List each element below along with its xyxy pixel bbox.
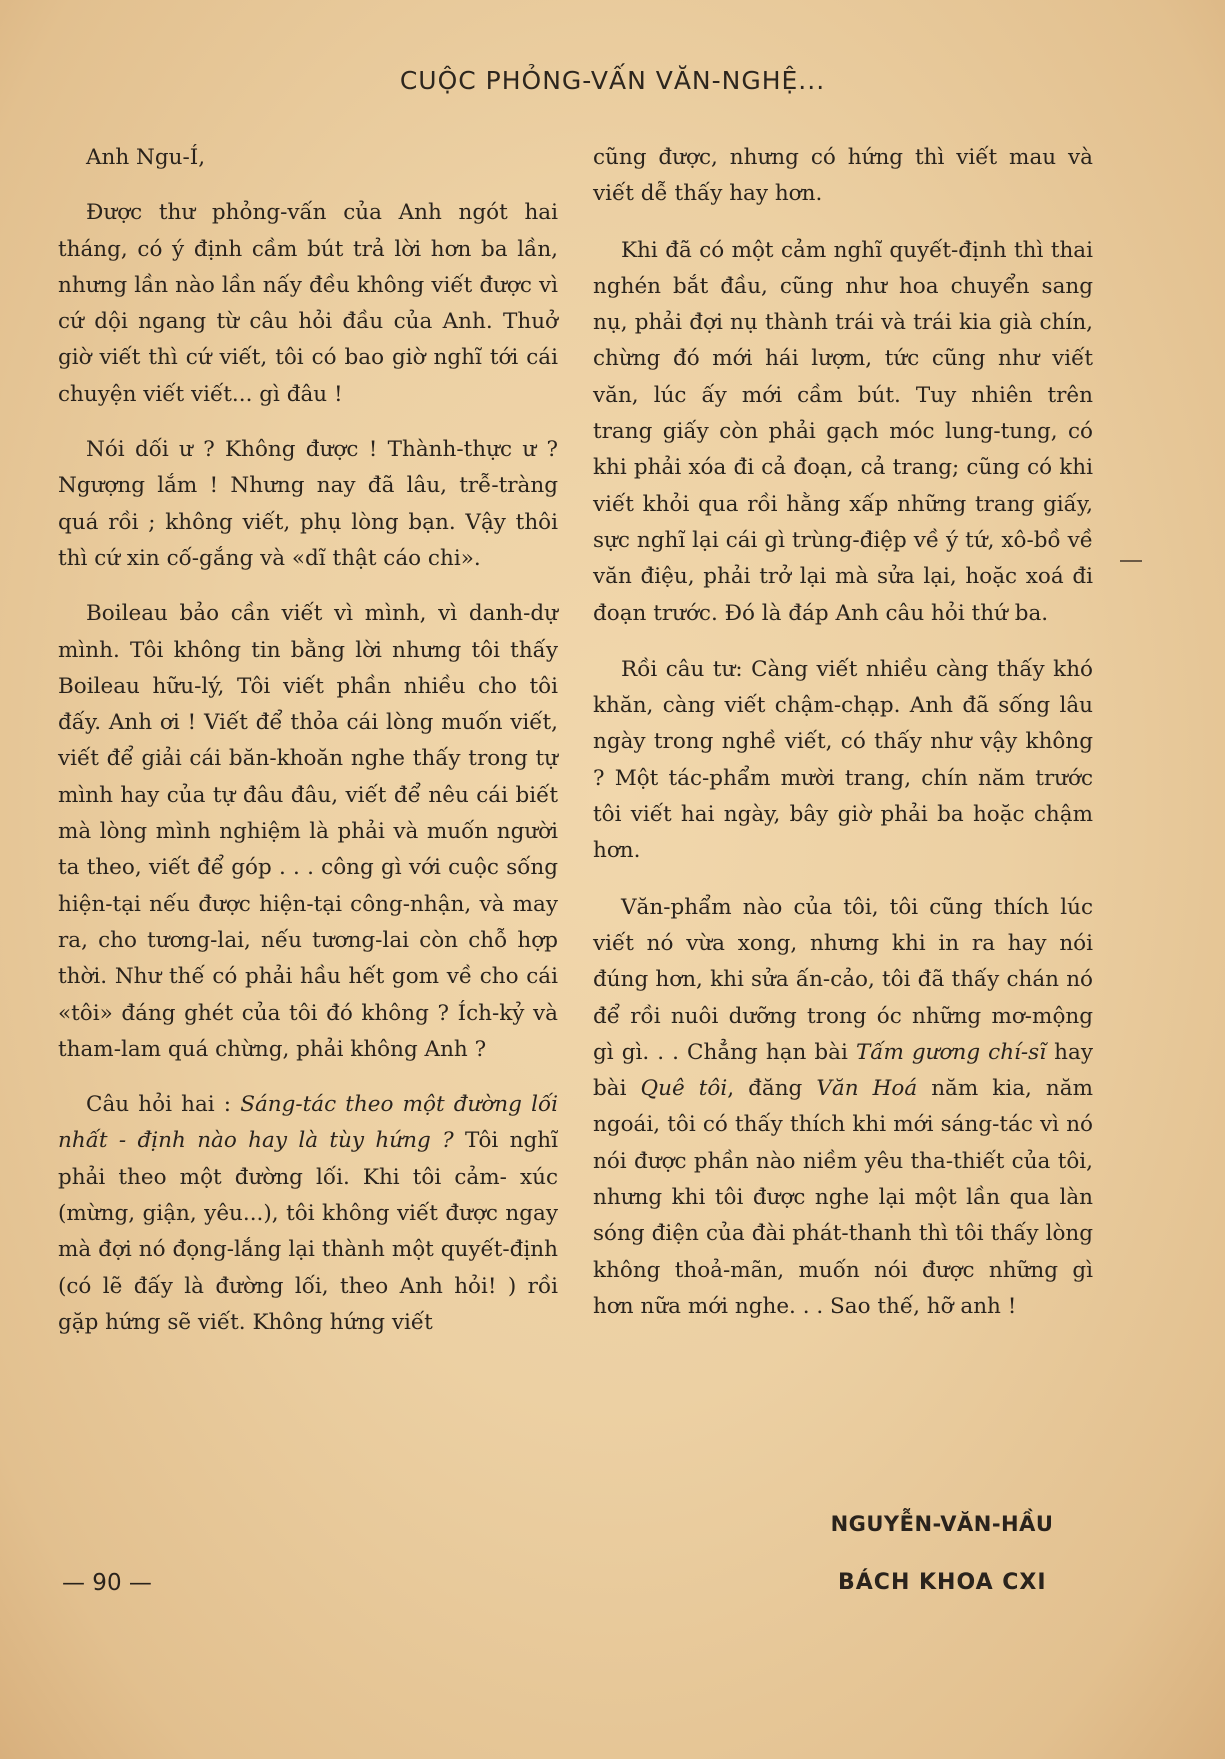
paragraph-honesty: Nói dối ư ? Không được ! Thành-thực ư ? Ngượng lắm ! Nhưng nay đã lâu, trễ-tràng quá rồi ; không viết, phụ lòng bạn. Vậy thôi thì cứ xin cố-gắng và «dĩ thật cáo chi». <box>58 437 558 571</box>
left-column <box>58 140 558 1341</box>
works-text-4: năm kia, năm ngoái, tôi có thấy thích khi mới sáng-tác vì nó nói được phần nào niềm yêu tha-thiết của tôi, nhưng khi tôi được nghe lại một lần qua làn sóng điện của đài phát-thanh thì tôi thấy lòng không thoả-mãn, muốn nói được những gì hơn nữa mới nghe. . . Sao thế, hỡ anh ! <box>593 1076 1093 1319</box>
paragraph-question-three: Khi đã có một cảm nghĩ quyết-định thì thai nghén bắt đầu, cũng như hoa chuyển sang nụ, phải đợi nụ thành trái và trái kia già chín, chừng đó mới hái lượm, tức cũng như viết văn, lúc ấy mới cầm bút. Tuy nhiên trên trang giấy còn phải gạch móc lung-tung, có khi phải xóa đi cả đoạn, cả trang; cũng có khi viết khỏi qua rồi hằng xấp những trang giấy, sực nghĩ lại cái gì trùng-điệp về ý tứ, xô-bồ về văn điệu, phải trở lại mà sửa lại, hoặc xoá đi đoạn trước. Đó là đáp Anh câu hỏi thứ ba. <box>593 237 1093 626</box>
works-text-3: , đăng <box>727 1076 817 1102</box>
work-title-tam-guong: Tấm gương chí-sĩ <box>855 1039 1047 1065</box>
margin-mark <box>1120 560 1142 562</box>
paragraph-boileau: Boileau bảo cần viết vì mình, vì danh-dự mình. Tôi không tin bằng lời nhưng tôi thấy Boileau hữu-lý, Tôi viết phần nhiều cho tôi đấy. Anh ơi ! Viết để thỏa cái lòng muốn viết, viết để giải cái băn-khoăn nghe thấy trong tự mình hay của tự đâu đâu, viết để nêu cái biết mà lòng mình nghiệm là phải và muốn người ta theo, viết để góp . . . công gì với cuộc sống hiện-tại nếu được hiện-tại công-nhận, và may ra, cho tương-lai, nếu tương-lai còn chỗ hợp thời. Như thế có phải hầu hết gom về cho cái «tôi» đáng ghét của tôi đó không ? Ích-kỷ và tham-lam quá chừng, phải không Anh ? <box>58 601 558 1062</box>
publication-van-hoa: Văn Hoá <box>816 1076 918 1102</box>
right-column <box>593 140 1093 1325</box>
paragraph-works <box>593 890 1093 1326</box>
salutation: Anh Ngu-Í, <box>86 145 206 170</box>
paragraph-intro: Được thư phỏng-vấn của Anh ngót hai tháng, có ý định cầm bút trả lời hơn ba lần, nhưng lần nào lần nấy đều không viết được vì cứ dội ngang từ câu hỏi đầu của Anh. Thuở giờ viết thì cứ viết, tôi có bao giờ nghĩ tới cái chuyện viết viết... gì đâu ! <box>58 200 558 407</box>
question-two-answer: Tôi nghĩ phải theo một đường lối. Khi tôi cảm- xúc (mừng, giận, yêu...), tôi không viết được ngay mà đợi nó đọng-lắng lại thành một quyết-định (có lẽ đấy là đường lối, theo Anh hỏi! ) rồi gặp hứng sẽ viết. Không hứng viết <box>58 1128 559 1335</box>
question-two-lead: Câu hỏi hai : <box>86 1092 241 1118</box>
question-two-text: Sáng-tác theo một đường lối nhất - định nào hay là tùy hứng ? <box>58 1092 558 1154</box>
paragraph-question-two <box>58 1087 558 1341</box>
paragraph-continued: cũng được, nhưng có hứng thì viết mau và viết dễ thấy hay hơn. <box>593 145 1093 207</box>
running-title: CUỘC PHỎNG-VẤN VĂN-NGHỆ... <box>399 66 826 95</box>
author-signature: NGUYỄN-VĂN-HẦU <box>830 1512 1054 1536</box>
works-text-2: hay bài <box>593 1039 1093 1102</box>
page-number: — 90 — <box>62 1570 152 1596</box>
work-title-que-toi: Quê tôi <box>640 1076 728 1102</box>
paragraph-question-four: Rồi câu tư: Càng viết nhiều càng thấy khó khăn, càng viết chậm-chạp. Anh đã sống lâu ngày trong nghề viết, có thấy như vậy không ? Một tác-phẩm mười trang, chín năm trước tôi viết hai ngày, bây giờ phải ba hoặc chậm hơn. <box>593 656 1093 864</box>
works-text-1: Văn-phẩm nào của tôi, tôi cũng thích lúc viết nó vừa xong, nhưng khi in ra hay nói đúng hơn, khi sửa ấn-cảo, tôi đã thấy chán nó để rồi nuôi dưỡng trong óc những mơ-mộng gì gì. . . Chẳng hạn bài <box>593 894 1093 1065</box>
journal-footer: BÁCH KHOA CXI <box>838 1570 1047 1595</box>
